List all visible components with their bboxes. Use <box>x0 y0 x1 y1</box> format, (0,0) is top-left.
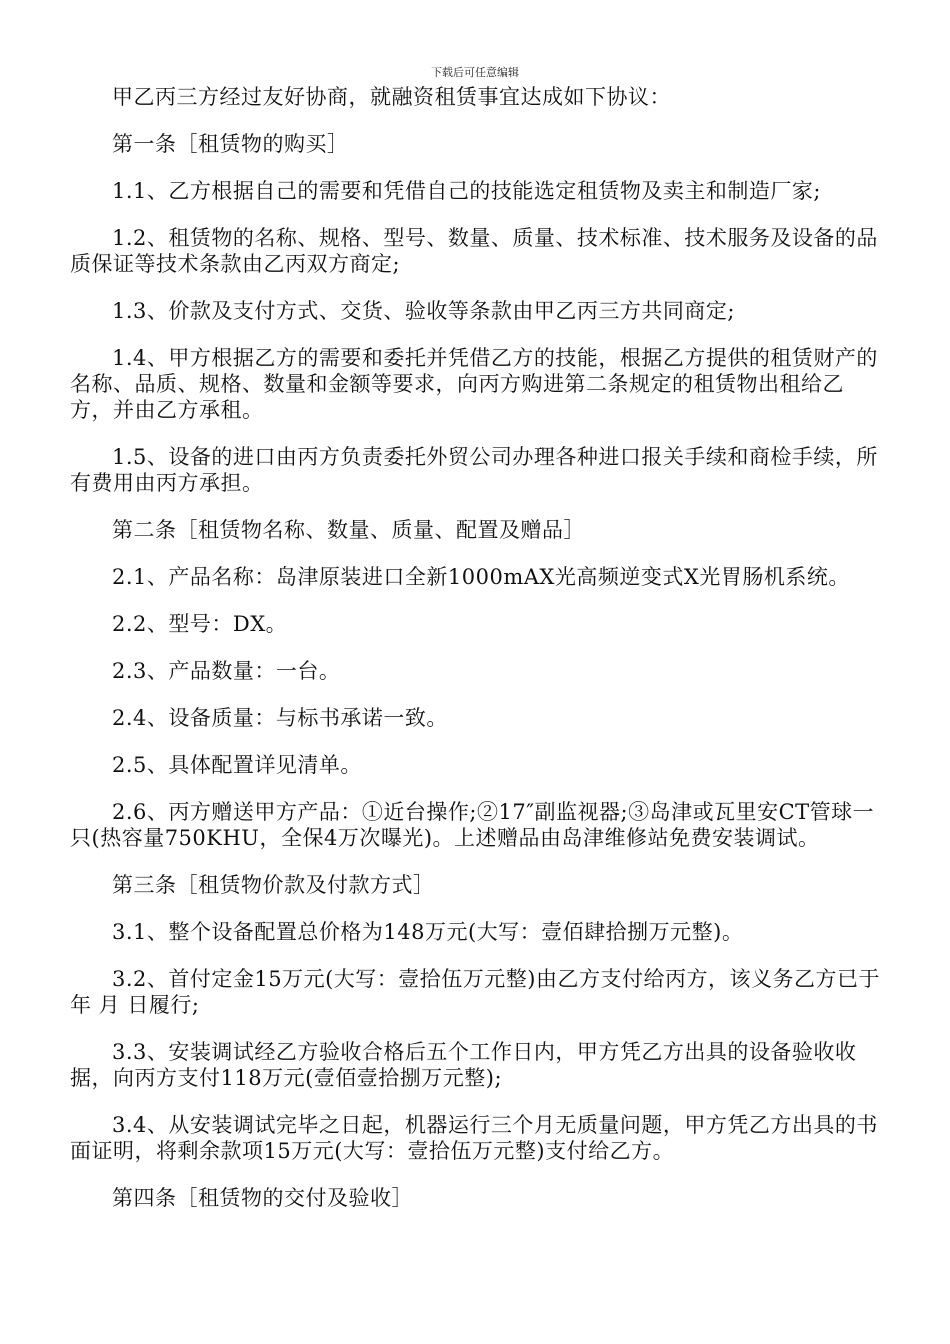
clause-3-1: 3.1、整个设备配置总价格为148万元(大写：壹佰肆拾捌万元整)。 <box>112 920 744 944</box>
clause-2-3: 2.3、产品数量：一台。 <box>112 659 341 683</box>
clause-3-2: 3.2、首付定金15万元(大写：壹拾伍万元整)由乙方支付给丙方，该义务乙方已于 年 月 日履行; <box>70 967 881 1017</box>
clause-3-4: 3.4、从安装调试完毕之日起，机器运行三个月无质量问题，甲方凭乙方出具的书面证明，将剩余款项15万元(大写：壹拾伍万元整)支付给乙方。 <box>70 1113 878 1163</box>
clause-1-2: 1.2、租赁物的名称、规格、型号、数量、质量、技术标准、技术服务及设备的品质保证等技术条款由乙丙双方商定; <box>70 226 878 276</box>
clause-1-4: 1.4、甲方根据乙方的需要和委托并凭借乙方的技能，根据乙方提供的租赁财产的名称、品质、规格、数量和金额等要求，向丙方购进第二条规定的租赁物出租给乙方，并由乙方承租。 <box>70 346 878 422</box>
intro-paragraph: 甲乙丙三方经过友好协商，就融资租赁事宜达成如下协议： <box>112 85 671 109</box>
clause-1-1: 1.1、乙方根据自己的需要和凭借自己的技能选定租赁物及卖主和制造厂家; <box>112 179 821 203</box>
clause-1-3: 1.3、价款及支付方式、交货、验收等条款由甲乙丙三方共同商定; <box>112 299 735 323</box>
header-note: 下载后可任意编辑 <box>431 66 519 79</box>
article-1-heading: 第一条［租赁物的购买］ <box>112 132 349 156</box>
clause-3-3: 3.3、安装调试经乙方验收合格后五个工作日内，甲方凭乙方出具的设备验收收据，向丙方支付118万元(壹佰壹拾捌万元整); <box>70 1040 857 1090</box>
clause-2-2: 2.2、型号：DX。 <box>112 612 288 636</box>
document-body <box>70 84 880 1232</box>
article-2-heading: 第二条［租赁物名称、数量、质量、配置及赠品］ <box>112 518 585 542</box>
clause-2-1: 2.1、产品名称：岛津原装进口全新1000mAX光高频逆变式X光胃肠机系统。 <box>112 565 850 589</box>
article-4-heading: 第四条［租赁物的交付及验收］ <box>112 1186 413 1210</box>
clause-1-5: 1.5、设备的进口由丙方负责委托外贸公司办理各种进口报关手续和商检手续，所有费用由丙方承担。 <box>70 445 878 495</box>
clause-2-4: 2.4、设备质量：与标书承诺一致。 <box>112 706 448 730</box>
clause-2-6: 2.6、丙方赠送甲方产品：①近台操作;②17″副监视器;③岛津或瓦里安CT管球一只(热容量750KHU，全保4万次曝光)。上述赠品由岛津维修站免费安装调试。 <box>70 800 875 850</box>
article-3-heading: 第三条［租赁物价款及付款方式］ <box>112 873 435 897</box>
clause-2-5: 2.5、具体配置详见清单。 <box>112 753 362 777</box>
